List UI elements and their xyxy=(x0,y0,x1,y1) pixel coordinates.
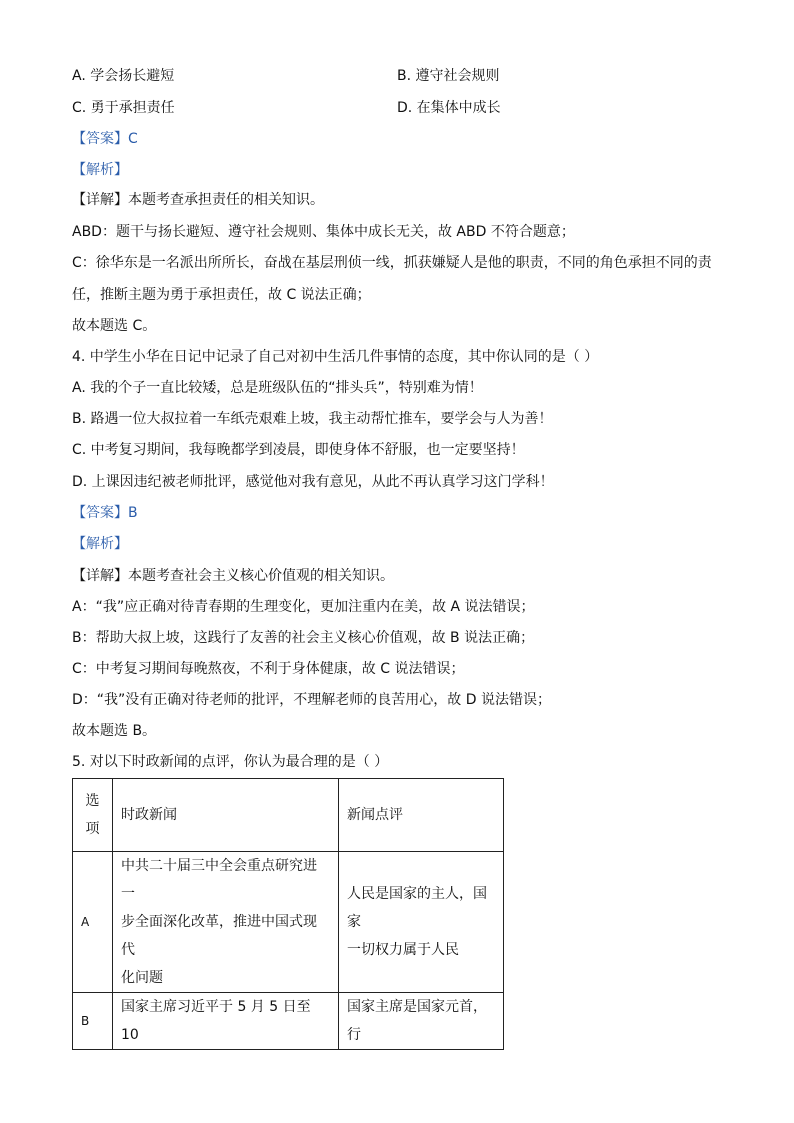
q3-option-c: C. 勇于承担责任 xyxy=(72,100,175,116)
header-option-cell xyxy=(73,779,113,852)
q5-news-table xyxy=(72,778,504,1050)
q3-explanation-c-line2: 任，推断主题为勇于承担责任，故 C 说法正确； xyxy=(72,287,371,303)
header-comment-cell: 新闻点评 xyxy=(339,779,504,852)
row-a-comment-line2: 一切权力属于人民 xyxy=(347,942,459,958)
q4-explanation-a: A：“我”应正确对待青春期的生理变化，更加注重内在美，故 A 说法错误； xyxy=(72,599,535,615)
row-a-comment-line1: 人民是国家的主人，国家 xyxy=(347,886,487,930)
header-news-cell: 时政新闻 xyxy=(113,779,339,852)
q5-stem: 5. 对以下时政新闻的点评，你认为最合理的是（ ） xyxy=(72,754,389,770)
q4-option-a: A. 我的个子一直比较矮，总是班级队伍的“排头兵”，特别难为情！ xyxy=(72,380,483,396)
row-b-option: B xyxy=(73,993,113,1050)
q3-conclusion: 故本题选 C。 xyxy=(72,318,157,334)
row-a-news-line2: 步全面深化改革，推进中国式现代 xyxy=(121,914,317,958)
q3-option-d: D. 在集体中成长 xyxy=(397,100,501,116)
header-option-line1: 选 xyxy=(85,793,100,809)
q4-option-d: D. 上课因违纪被老师批评，感觉他对我有意见，从此不再认真学习这门学科！ xyxy=(72,474,554,490)
q3-option-a: A. 学会扬长避短 xyxy=(72,68,175,84)
q3-explanation-c-line1: C：徐华东是一名派出所所长，奋战在基层刑侦一线，抓获嫌疑人是他的职责，不同的角色承担不同的责 xyxy=(72,255,712,271)
row-a-news xyxy=(113,852,339,993)
q3-analysis-title: 【解析】 xyxy=(72,162,128,178)
q4-stem: 4. 中学生小华在日记中记录了自己对初中生活几件事情的态度，其中你认同的是（ ） xyxy=(72,349,599,365)
q4-explanation-c: C：中考复习期间每晚熬夜，不利于身体健康，故 C 说法错误； xyxy=(72,661,465,677)
table-row xyxy=(73,993,504,1050)
row-a-news-line1: 中共二十届三中全会重点研究进一 xyxy=(121,858,317,902)
q4-detail: 【详解】本题考查社会主义核心价值观的相关知识。 xyxy=(72,568,394,584)
q4-answer: 【答案】B xyxy=(72,505,138,521)
q4-explanation-b: B：帮助大叔上坡，这践行了友善的社会主义核心价值观，故 B 说法正确； xyxy=(72,630,535,646)
header-option-line2: 项 xyxy=(85,821,100,837)
q3-answer: 【答案】C xyxy=(72,131,138,147)
q4-option-b: B. 路遇一位大叔拉着一车纸壳艰难上坡，我主动帮忙推车，要学会与人为善！ xyxy=(72,411,553,427)
q4-conclusion: 故本题选 B。 xyxy=(72,723,157,739)
row-a-news-line3: 化问题 xyxy=(121,970,163,986)
row-a-comment xyxy=(339,852,504,993)
row-a-option: A xyxy=(73,852,113,993)
q3-option-b: B. 遵守社会规则 xyxy=(397,68,500,84)
table-row xyxy=(73,852,504,993)
q4-analysis-title: 【解析】 xyxy=(72,536,128,552)
q3-detail: 【详解】本题考查承担责任的相关知识。 xyxy=(72,192,324,208)
row-b-news: 国家主席习近平于 5 月 5 日至 10 xyxy=(113,993,339,1050)
q3-explanation-abd: ABD：题干与扬长避短、遵守社会规则、集体中成长无关，故 ABD 不符合题意； xyxy=(72,224,575,240)
table-header-row xyxy=(73,779,504,852)
q4-explanation-d: D：“我”没有正确对待老师的批评，不理解老师的良苦用心，故 D 说法错误； xyxy=(72,692,551,708)
row-b-comment: 国家主席是国家元首，行 xyxy=(339,993,504,1050)
q4-option-c: C. 中考复习期间，我每晚都学到凌晨，即使身体不舒服，也一定要坚持！ xyxy=(72,442,525,458)
